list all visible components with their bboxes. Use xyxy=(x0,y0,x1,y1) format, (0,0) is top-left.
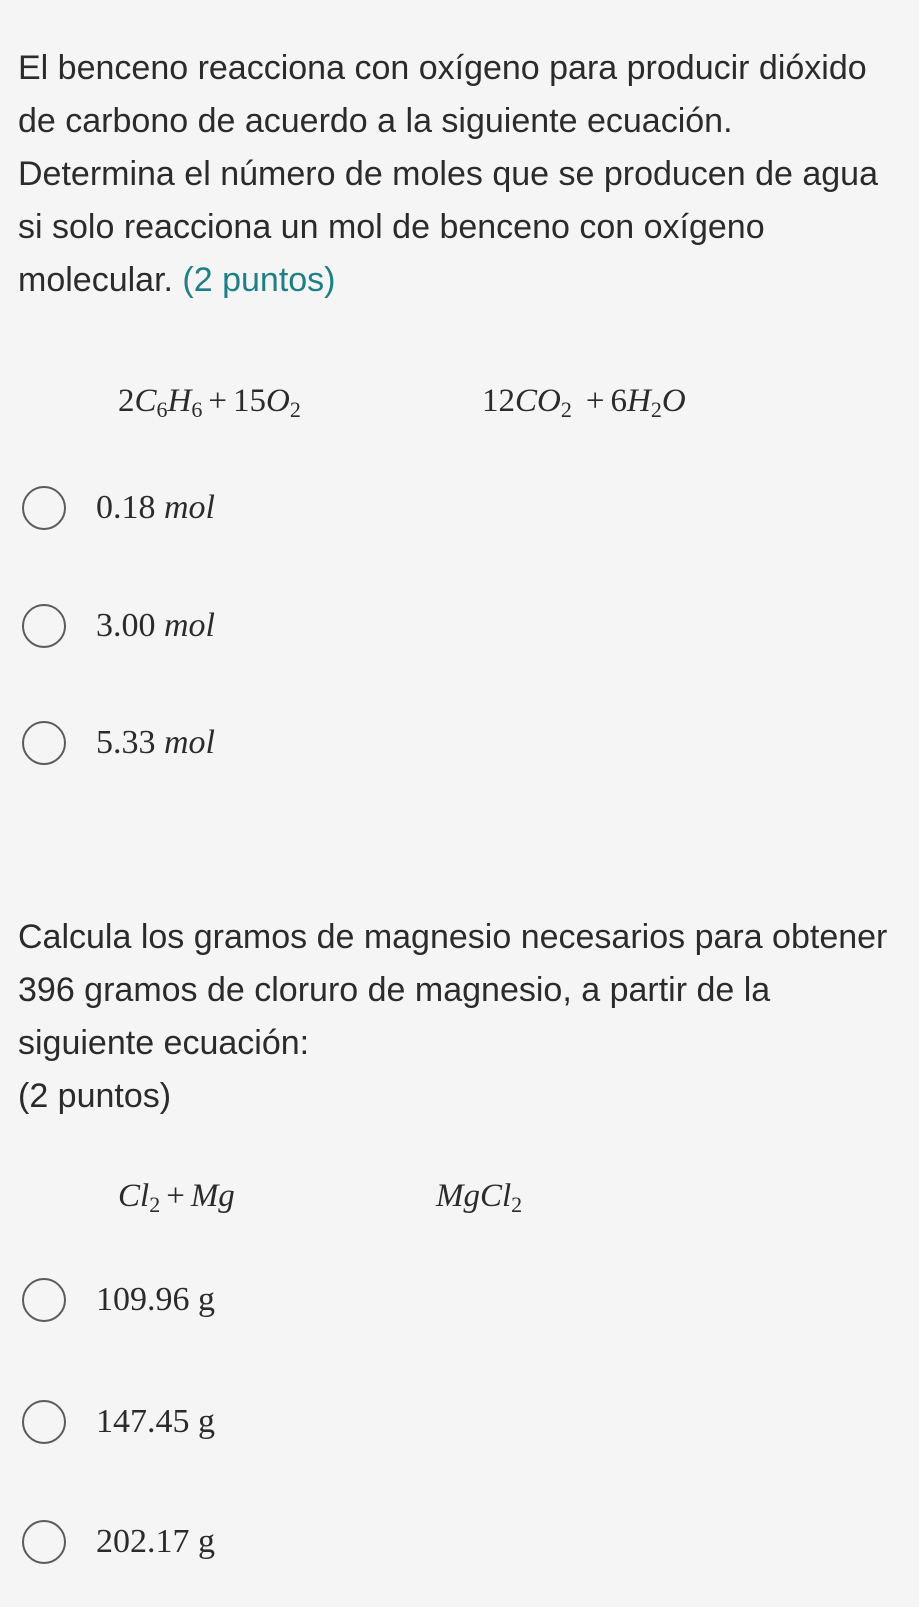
question-1-points: (2 puntos) xyxy=(182,261,336,299)
question-1-option-1[interactable] xyxy=(22,480,215,536)
question-2-text xyxy=(18,911,898,1123)
option-label: 147.45 g xyxy=(96,1403,215,1440)
radio-button[interactable] xyxy=(22,604,66,648)
radio-button[interactable] xyxy=(22,1520,66,1564)
question-2-option-1[interactable] xyxy=(22,1272,215,1328)
question-2-body: Calcula los gramos de magnesio necesarios para obtener 396 gramos de cloruro de magnesio, a partir de la siguiente ecuación: xyxy=(18,918,888,1062)
option-label: 5.33 mol xyxy=(96,724,215,761)
question-1-option-2[interactable] xyxy=(22,598,215,654)
question-1-reactants: $2C_6H_6 + 15O_2$ xyxy=(118,383,301,422)
question-2-reactants: $Cl_2 + Mg$ xyxy=(118,1178,235,1217)
question-2-option-3[interactable] xyxy=(22,1514,215,1570)
question-1-text xyxy=(18,42,898,307)
radio-button[interactable] xyxy=(22,1400,66,1444)
question-2-points: (2 puntos) xyxy=(18,1077,172,1115)
option-label: 3.00 mol xyxy=(96,607,215,644)
radio-button[interactable] xyxy=(22,486,66,530)
question-2-products: MgCl$_2$ xyxy=(436,1178,523,1217)
option-label: 109.96 g xyxy=(96,1281,215,1318)
radio-button[interactable] xyxy=(22,721,66,765)
question-1-option-3[interactable] xyxy=(22,715,215,771)
question-1-body: El benceno reacciona con oxígeno para producir dióxido de carbono de acuerdo a la siguiente ecuación. Determina el número de moles que se producen de agua si solo reacciona un mol de benceno con oxígeno molecular. xyxy=(18,49,878,299)
radio-button[interactable] xyxy=(22,1278,66,1322)
option-label: 202.17 g xyxy=(96,1523,215,1560)
question-1-products: $12CO_2 + 6H_2O$ xyxy=(482,383,686,422)
option-label: 0.18 mol xyxy=(96,489,215,526)
question-2-option-2[interactable] xyxy=(22,1394,215,1450)
